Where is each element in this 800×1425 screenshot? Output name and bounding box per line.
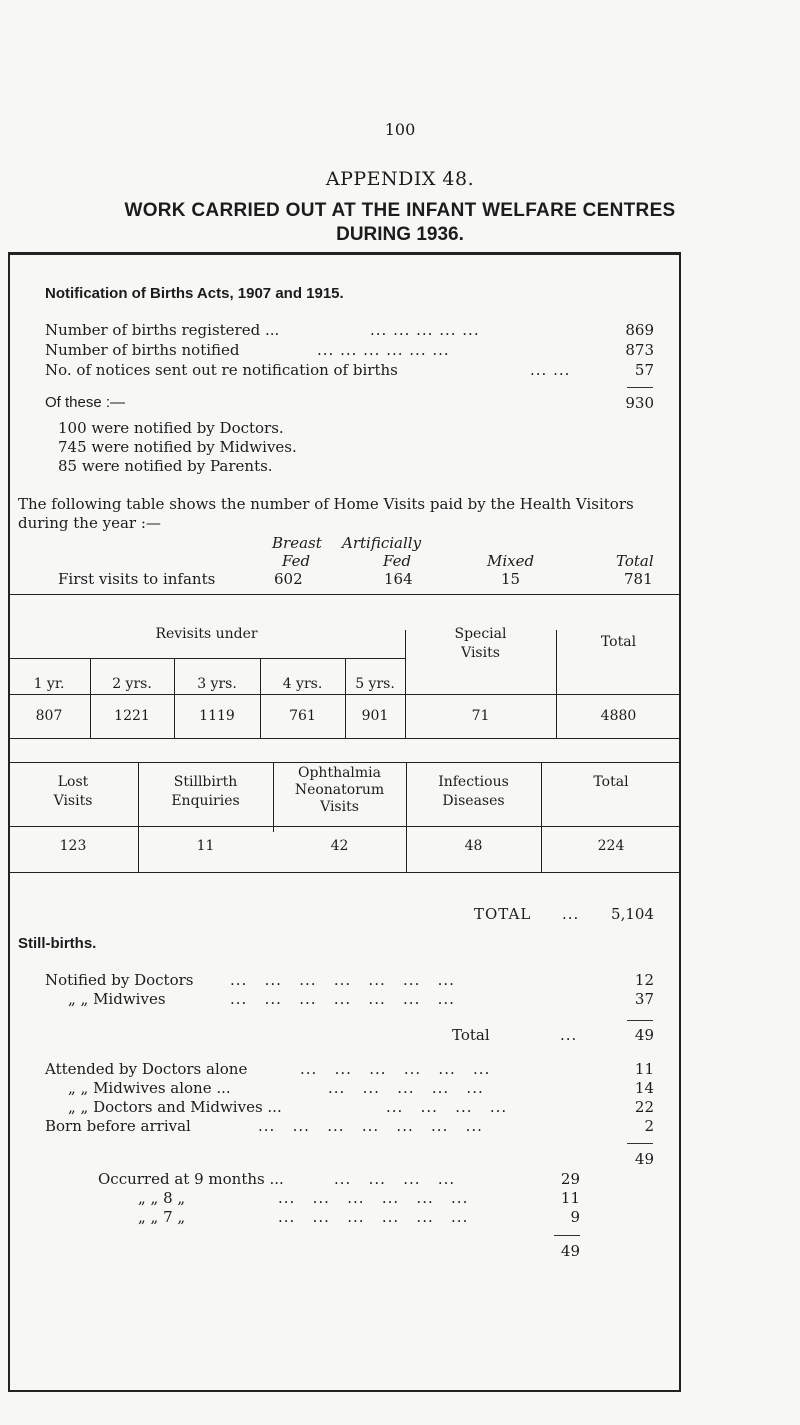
grand-total-label: TOTAL bbox=[474, 905, 532, 923]
leader-dots: ... ... ... ... bbox=[386, 1098, 508, 1116]
sb-born-before-arrival-label: Born before arrival bbox=[45, 1117, 191, 1135]
sb-attended-total: 49 bbox=[634, 1150, 654, 1168]
of-these-label: Of these :— bbox=[45, 394, 126, 411]
col-4yrs-header: 4 yrs. bbox=[282, 676, 323, 692]
sb-born-before-arrival-value: 2 bbox=[644, 1117, 654, 1135]
lost-visits-value: 123 bbox=[59, 838, 87, 854]
sb-notified-midwives-label: „ „ Midwives bbox=[68, 990, 166, 1008]
revisits-total-value: 4880 bbox=[600, 708, 637, 724]
births-notified-label: Number of births notified bbox=[45, 341, 240, 359]
sum-rule bbox=[627, 387, 653, 388]
page-number: 100 bbox=[384, 120, 416, 139]
revisits-2yrs-value: 1221 bbox=[114, 708, 150, 724]
leader-dots: ... ... ... ... ... bbox=[370, 321, 480, 339]
leader-dots: ... ... ... ... ... ... ... bbox=[230, 990, 455, 1008]
col-1yr-header: 1 yr. bbox=[33, 676, 65, 692]
infectious-diseases-header-2: Diseases bbox=[442, 793, 505, 809]
lost-visits-header-2: Visits bbox=[53, 793, 93, 809]
home-visits-intro-cont: during the year :— bbox=[18, 514, 161, 532]
births-registered-value: 869 bbox=[625, 321, 654, 339]
other-total-value: 224 bbox=[597, 838, 625, 854]
sb-attended-doctors-value: 11 bbox=[634, 1060, 654, 1078]
table-divider bbox=[345, 658, 346, 738]
table-rule bbox=[8, 694, 681, 695]
sb-total-value: 49 bbox=[634, 1026, 654, 1044]
table-divider bbox=[138, 826, 139, 872]
artificially-fed-value: 164 bbox=[384, 570, 413, 588]
sum-rule bbox=[627, 1020, 653, 1021]
sb-occurred-8-value: 11 bbox=[560, 1189, 580, 1207]
sb-occurred-9-value: 29 bbox=[560, 1170, 580, 1188]
leader-dots: ... ... ... ... ... bbox=[328, 1079, 484, 1097]
sb-occurred-9-label: Occurred at 9 months ... bbox=[98, 1170, 284, 1188]
special-visits-value: 71 bbox=[471, 708, 490, 724]
appendix-label: APPENDIX 48. bbox=[325, 168, 475, 190]
table-divider bbox=[90, 658, 91, 738]
leader-dots: ... bbox=[560, 1026, 578, 1044]
notices-sent-value: 57 bbox=[634, 361, 654, 379]
total-header: Total bbox=[616, 552, 654, 570]
notification-total: 930 bbox=[625, 394, 654, 412]
ophthalmia-header-3: Visits bbox=[320, 799, 359, 815]
leader-dots: ... ... ... ... ... ... bbox=[278, 1189, 469, 1207]
sb-occurred-7-value: 9 bbox=[570, 1208, 580, 1226]
stillbirth-enquiries-header-2: Enquiries bbox=[171, 793, 240, 809]
revisits-5yrs-value: 901 bbox=[361, 708, 389, 724]
infectious-diseases-header: Infectious bbox=[438, 774, 509, 790]
revisits-group-header: Revisits under bbox=[155, 626, 258, 642]
document-title: WORK CARRIED OUT AT THE INFANT WELFARE CENTRES bbox=[124, 200, 676, 221]
sb-notified-doctors-value: 12 bbox=[634, 971, 654, 989]
table-rule bbox=[8, 594, 681, 595]
special-visits-header: Special bbox=[454, 626, 507, 642]
sb-attended-both-label: „ „ Doctors and Midwives ... bbox=[68, 1098, 282, 1116]
sb-total-label: Total bbox=[452, 1026, 490, 1044]
stillbirth-enquiries-value: 11 bbox=[196, 838, 215, 854]
births-registered-label: Number of births registered ... bbox=[45, 321, 280, 339]
table-rule bbox=[8, 738, 681, 739]
leader-dots: ... ... ... ... ... ... bbox=[300, 1060, 491, 1078]
first-visits-label: First visits to infants bbox=[58, 570, 216, 588]
artificially-fed-header-2: Fed bbox=[383, 552, 412, 570]
leader-dots: ... ... ... ... ... ... ... bbox=[230, 971, 455, 989]
leader-dots: ... ... bbox=[530, 361, 571, 379]
notified-by-doctors: 100 were notified by Doctors. bbox=[58, 419, 284, 437]
notices-sent-label: No. of notices sent out re notification of births bbox=[45, 361, 398, 379]
sum-rule bbox=[627, 1143, 653, 1144]
ophthalmia-value: 42 bbox=[330, 838, 349, 854]
leader-dots: ... bbox=[562, 905, 580, 923]
sb-occurred-7-label: „ „ 7 „ bbox=[138, 1208, 186, 1226]
sb-notified-midwives-value: 37 bbox=[634, 990, 654, 1008]
table-rule bbox=[8, 826, 681, 827]
home-visits-intro: The following table shows the number of Home Visits paid by the Health Visitors bbox=[18, 495, 634, 513]
other-total-header: Total bbox=[593, 774, 629, 790]
revisits-4yrs-value: 761 bbox=[289, 708, 316, 724]
ophthalmia-header-2: Neonatorum bbox=[294, 782, 385, 798]
stillbirth-enquiries-header: Stillbirth bbox=[173, 774, 238, 790]
grand-total-value: 5,104 bbox=[611, 905, 654, 923]
sum-rule bbox=[554, 1235, 580, 1236]
breast-fed-header: Breast bbox=[272, 534, 322, 552]
infectious-diseases-value: 48 bbox=[464, 838, 483, 854]
ophthalmia-header: Ophthalmia bbox=[297, 765, 382, 781]
table-divider bbox=[406, 826, 407, 872]
leader-dots: ... ... ... ... bbox=[334, 1170, 456, 1188]
leader-dots: ... ... ... ... ... ... ... bbox=[258, 1117, 483, 1135]
sb-occurred-total: 49 bbox=[560, 1242, 580, 1260]
leader-dots: ... ... ... ... ... ... bbox=[317, 341, 450, 359]
special-visits-header-2: Visits bbox=[461, 645, 500, 661]
notified-by-parents: 85 were notified by Parents. bbox=[58, 457, 273, 475]
table-divider bbox=[174, 658, 175, 738]
col-5yrs-header: 5 yrs. bbox=[355, 676, 395, 692]
revisits-1yr-value: 807 bbox=[35, 708, 63, 724]
col-2yrs-header: 2 yrs. bbox=[112, 676, 152, 692]
col-3yrs-header: 3 yrs. bbox=[197, 676, 237, 692]
table-rule bbox=[8, 872, 681, 873]
document-subtitle: DURING 1936. bbox=[336, 224, 464, 245]
lost-visits-header: Lost bbox=[57, 774, 89, 790]
revisits-3yrs-value: 1119 bbox=[199, 708, 235, 724]
sb-notified-doctors-label: Notified by Doctors bbox=[45, 971, 194, 989]
notified-by-midwives: 745 were notified by Midwives. bbox=[58, 438, 297, 456]
sb-attended-midwives-value: 14 bbox=[634, 1079, 654, 1097]
sb-attended-doctors-label: Attended by Doctors alone bbox=[45, 1060, 248, 1078]
mixed-value: 15 bbox=[501, 570, 521, 588]
breast-fed-header-2: Fed bbox=[282, 552, 311, 570]
leader-dots: ... ... ... ... ... ... bbox=[278, 1208, 469, 1226]
breast-fed-value: 602 bbox=[274, 570, 303, 588]
sb-attended-midwives-label: „ „ Midwives alone ... bbox=[68, 1079, 231, 1097]
table-divider bbox=[260, 658, 261, 738]
still-births-heading: Still-births. bbox=[18, 935, 97, 952]
revisits-total-header: Total bbox=[600, 634, 637, 650]
mixed-header: Mixed bbox=[487, 552, 535, 570]
births-notified-value: 873 bbox=[625, 341, 654, 359]
notification-heading: Notification of Births Acts, 1907 and 1915. bbox=[45, 285, 344, 302]
sb-attended-both-value: 22 bbox=[634, 1098, 654, 1116]
total-value: 781 bbox=[624, 570, 653, 588]
sb-occurred-8-label: „ „ 8 „ bbox=[138, 1189, 186, 1207]
artificially-fed-header: Artificially bbox=[342, 534, 422, 552]
table-divider bbox=[541, 826, 542, 872]
